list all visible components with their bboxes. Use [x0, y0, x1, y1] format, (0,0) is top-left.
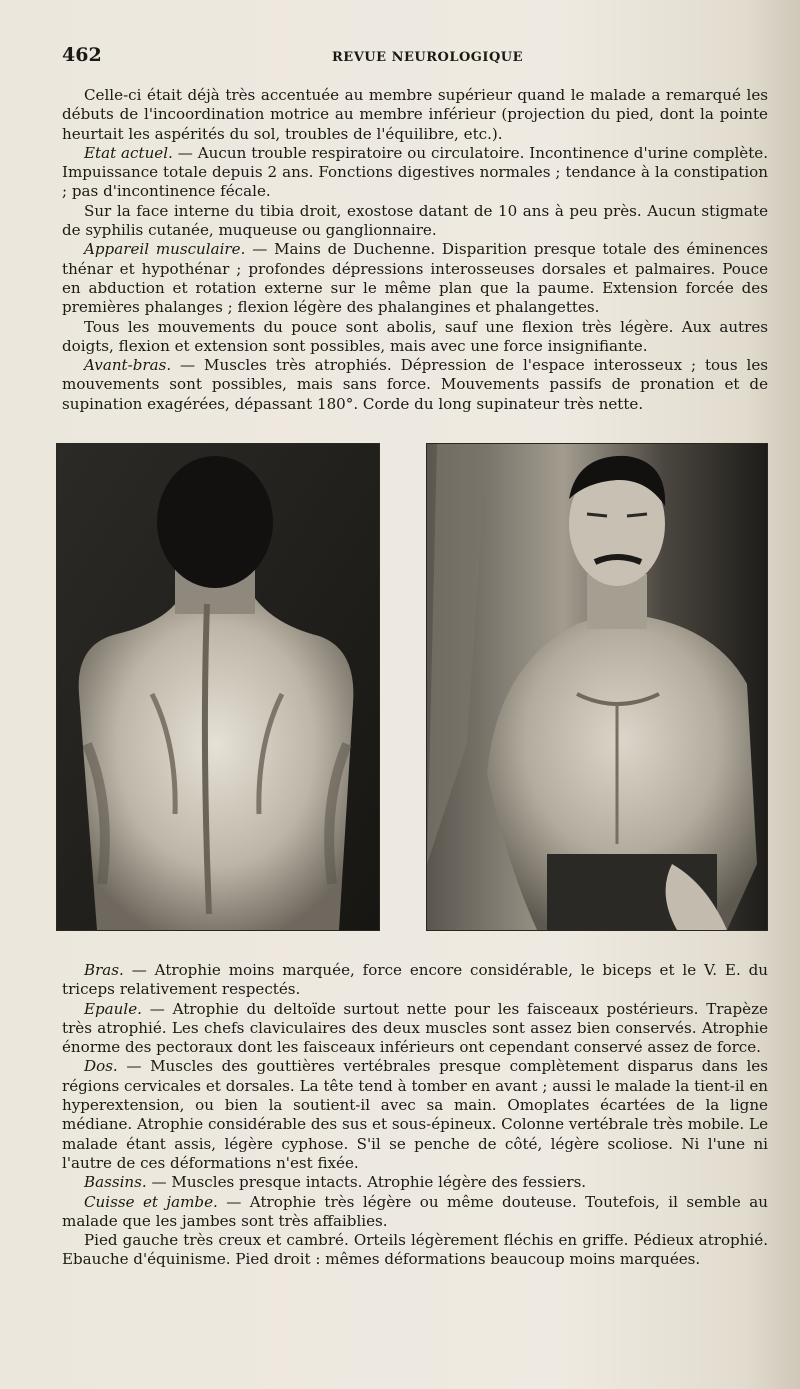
- paragraph-lead: Appareil musculaire.: [84, 240, 246, 259]
- paragraph: [62, 318, 768, 357]
- paragraph: [62, 1173, 768, 1192]
- paragraph-text: — Atrophie très légère ou même douteuse. Toutefois, il semble au malade que les jambes sont très affaiblies.: [62, 1192, 768, 1230]
- paragraph-lead: Bassins.: [84, 1173, 147, 1192]
- paragraph-text: Sur la face interne du tibia droit, exostose datant de 10 ans à peu près. Aucun stigmate de syphilis cutanée, muqueuse ou ganglionnaire.: [62, 201, 768, 240]
- paragraph: [62, 1193, 768, 1232]
- text-block-bottom: [62, 961, 768, 1270]
- paragraph: [62, 86, 768, 144]
- paragraph-text: — Muscles des gouttières vertébrales presque complètement disparus dans les régions cervicales et dorsales. La tête tend à tomber en avant ; aussi le malade la tient-il en hyperextension, ou bien la soutient-il avec sa main. Omoplates écartées de la ligne médiane. Atrophie considérable des sus et sous-épineux. Colonne vertébrale très mobile. Le malade étant assis, légère cyphose. S'il se penche de côté, légère scoliose. Ni l'une ni l'autre de ces déformations n'est fixée.: [62, 1057, 768, 1172]
- page-header: [62, 44, 752, 70]
- paragraph-text: Celle-ci était déjà très accentuée au membre supérieur quand le malade a remarqué les débuts de l'incoordination motrice au membre inférieur (projection du pied, dont la pointe heurtait les aspérités du sol, troubles de l'équilibre, etc.).: [62, 86, 768, 143]
- paragraph-lead: Etat actuel.: [84, 143, 173, 162]
- photo-patient-back: [56, 443, 380, 931]
- page-number: 462: [62, 44, 102, 66]
- paragraph: [62, 1231, 768, 1270]
- paragraph-text: — Mains de Duchenne. Disparition presque totale des éminences thénar et hypothénar ; profondes dépressions interosseuses dorsales et palmaires. Pouce en abduction et rotation externe sur le même plan que la paume. Extension forcée des premières phalanges ; flexion légère des phalangines et phalangettes.: [62, 240, 768, 317]
- paragraph: [62, 144, 768, 202]
- paragraph-text: — Aucun trouble respiratoire ou circulatoire. Incontinence d'urine complète. Impuissance totale depuis 2 ans. Fonctions digestives normales ; tendance à la constipation ; pas d'incontinence fécale.: [62, 143, 768, 201]
- paragraph-text: — Muscles très atrophiés. Dépression de l'espace interosseux ; tous les mouvements sont possibles, mais sans force. Mouvements passifs de pronation et de supination exagérées, dépassant 180°. Corde du long supinateur très nette.: [62, 356, 768, 413]
- paragraph-lead: Cuisse et jambe.: [84, 1192, 218, 1211]
- paragraph-text: — Muscles presque intacts. Atrophie légère des fessiers.: [146, 1173, 587, 1192]
- paragraph-lead: Epaule.: [84, 999, 142, 1018]
- paragraph-text: — Atrophie moins marquée, force encore considérable, le biceps et le V. E. du triceps relativement respectés.: [62, 961, 768, 999]
- paragraph: [62, 961, 768, 1000]
- running-title: REVUE NEUROLOGIQUE: [332, 50, 524, 65]
- paragraph-text: Tous les mouvements du pouce sont abolis, sauf une flexion très légère. Aux autres doigts, flexion et extension sont possibles, mais avec une force insignifiante.: [62, 317, 768, 355]
- paragraph: [62, 1000, 768, 1058]
- paragraph: [62, 202, 768, 241]
- paragraph-text: — Atrophie du deltoïde surtout nette pour les faisceaux postérieurs. Trapèze très atrophié. Les chefs claviculaires des deux muscles sont assez bien conservés. Atrophie énorme des pectoraux dont les faisceaux inférieurs ont cependant conservé assez de force.: [62, 999, 768, 1057]
- paragraph: [62, 240, 768, 317]
- text-block-top: [62, 86, 768, 414]
- photo-patient-front: [426, 443, 768, 931]
- paragraph-lead: Bras.: [84, 961, 124, 979]
- paragraph: [62, 356, 768, 414]
- paragraph-text: Pied gauche très creux et cambré. Orteils légèrement fléchis en griffe. Pédieux atrophié. Ebauche d'équinisme. Pied droit : mêmes déformations beaucoup moins marquées.: [62, 1231, 768, 1269]
- paragraph-lead: Avant-bras.: [84, 356, 172, 375]
- paragraph: [62, 1057, 768, 1173]
- paragraph-lead: Dos.: [84, 1057, 118, 1076]
